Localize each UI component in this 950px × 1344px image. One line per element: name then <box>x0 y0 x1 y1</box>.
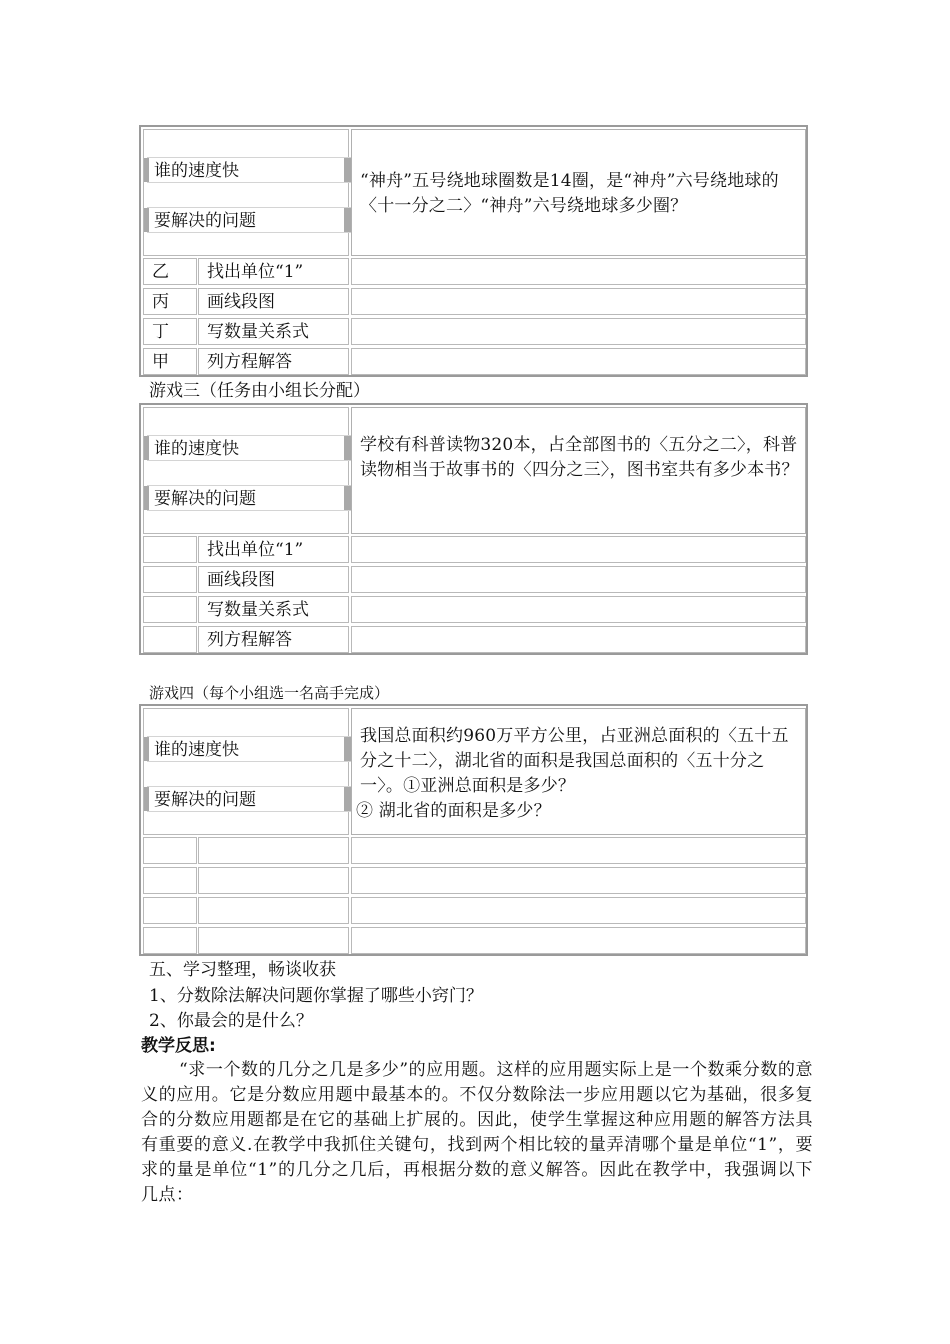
game2-table <box>139 125 808 377</box>
blank-cell[interactable] <box>143 897 197 924</box>
labels-cell <box>143 407 349 534</box>
row-who <box>143 536 197 563</box>
problem-text: 我国总面积约960万平方公里，占亚洲总面积的〈五十五分之十二〉，湖北省的面积是我国总面积的〈五十分之一〉。①亚洲总面积是多少？ <box>360 726 789 796</box>
problem-label: 要解决的问题 <box>147 485 351 511</box>
speed-label: 谁的速度快 <box>147 157 351 183</box>
row-step: 画线段图 <box>198 288 349 315</box>
answer-cell[interactable] <box>351 927 806 954</box>
game3-table <box>139 403 808 655</box>
row-step: 找出单位“1” <box>198 258 349 285</box>
row-who <box>143 566 197 593</box>
row-who: 丙 <box>143 288 197 315</box>
row-step: 写数量关系式 <box>198 318 349 345</box>
problem-cell <box>351 129 806 256</box>
problem-text: “神舟”五号绕地球圈数是14圈，是“神舟”六号绕地球的〈十一分之二〉“神舟”六号绕地球多少圈？ <box>360 171 779 216</box>
answer-cell[interactable] <box>351 536 806 563</box>
row-step: 找出单位“1” <box>198 536 349 563</box>
row-step: 列方程解答 <box>198 348 349 375</box>
row-who: 甲 <box>143 348 197 375</box>
game4-table <box>139 704 808 956</box>
reflection-body: “求一个数的几分之几是多少”的应用题。这样的应用题实际上是一个数乘分数的意义的应用。它是分数应用题中最基本的。不仅分数除法一步应用题以它为基础，很多复合的分数应用题都是在它的基础上扩展的。因此，使学生掌握这种应用题的解答方法具有重要的意义.在教学中我抓住关键句，找到两个相比较的量弄清哪个量是单位“1”，要求的量是单位“1”的几分之几后，再根据分数的意义解答。因此在教学中，我强调以下几点： <box>141 1060 813 1205</box>
answer-cell[interactable] <box>351 837 806 864</box>
speed-label: 谁的速度快 <box>147 435 351 461</box>
blank-cell[interactable] <box>143 837 197 864</box>
answer-cell[interactable] <box>351 348 806 375</box>
labels-cell <box>143 129 349 256</box>
answer-cell[interactable] <box>351 566 806 593</box>
row-step: 画线段图 <box>198 566 349 593</box>
answer-cell[interactable] <box>351 626 806 653</box>
answer-cell[interactable] <box>351 288 806 315</box>
blank-cell[interactable] <box>143 927 197 954</box>
section5-title: 五、学习整理，畅谈收获 <box>149 960 336 980</box>
answer-cell[interactable] <box>351 867 806 894</box>
game3-title: 游戏三（任务由小组长分配） <box>149 381 370 401</box>
row-who <box>143 596 197 623</box>
section5-q2: 2、你最会的是什么？ <box>149 1011 313 1031</box>
blank-cell[interactable] <box>143 867 197 894</box>
problem-label: 要解决的问题 <box>147 207 351 233</box>
problem-cell <box>351 708 806 835</box>
blank-cell[interactable] <box>198 927 349 954</box>
row-step: 列方程解答 <box>198 626 349 653</box>
answer-cell[interactable] <box>351 258 806 285</box>
problem-text: 学校有科普读物320本，占全部图书的〈五分之二〉，科普读物相当于故事书的〈四分之三〉，图书室共有多少本书？ <box>360 435 799 480</box>
answer-cell[interactable] <box>351 596 806 623</box>
speed-label: 谁的速度快 <box>147 736 351 762</box>
section5-q1: 1、分数除法解决问题你掌握了哪些小窍门？ <box>149 986 483 1006</box>
answer-cell[interactable] <box>351 318 806 345</box>
reflection-heading: 教学反思: <box>141 1036 216 1056</box>
problem-text-2: ② 湖北省的面积是多少？ <box>356 801 551 821</box>
row-who: 丁 <box>143 318 197 345</box>
blank-cell[interactable] <box>198 897 349 924</box>
answer-cell[interactable] <box>351 897 806 924</box>
row-who: 乙 <box>143 258 197 285</box>
blank-cell[interactable] <box>198 837 349 864</box>
row-who <box>143 626 197 653</box>
problem-cell <box>351 407 806 534</box>
labels-cell <box>143 708 349 835</box>
problem-label: 要解决的问题 <box>147 786 351 812</box>
blank-cell[interactable] <box>198 867 349 894</box>
row-step: 写数量关系式 <box>198 596 349 623</box>
game4-title: 游戏四（每个小组选一名高手完成） <box>149 684 390 702</box>
